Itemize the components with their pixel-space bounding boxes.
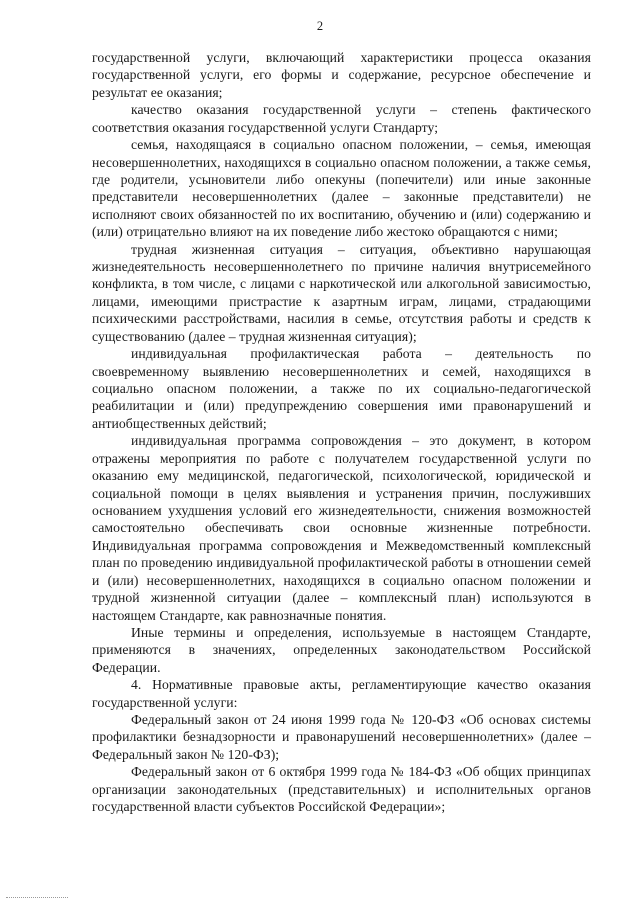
paragraph-family-at-risk-definition: семья, находящаяся в социально опасном положении, – семья, имеющая несовершеннолетних, находящихся в социально опасном положении, а также семья, где родители, усыновители либо опекуны (попечители) или иные законные представители несовершеннолетних (далее – законные представители) не исполняют своих обязанностей по их воспитанию, обучению и (или) содержанию и (или) отрицательно влияют на их поведение либо жестоко обращаются с ними; [92, 137, 591, 240]
paragraph-other-terms: Иные термины и определения, используемые в настоящем Стандарте, применяются в значениях, определенных законодательством Российской Федерации. [92, 624, 591, 675]
paragraph-difficult-life-situation-definition: трудная жизненная ситуация – ситуация, объективно нарушающая жизнедеятельность несовершеннолетнего по причине наличия внутрисемейного конфликта, в том числе, с лицами с наркотической или алкогольной зависимостью, лицами, имеющими пристрастие к азартным играм, лицами, страдающими психическими расстройствами, насилия в семье, отсутствия работы и средств к существованию (далее – трудная жизненная ситуация); [92, 241, 591, 344]
paragraph-individual-support-program-definition: индивидуальная программа сопровождения – это документ, в котором отражены мероприятия по работе с получателем государственной услуги по оказанию ему медицинской, педагогической, психологической, юридической и социальной помощи в целях выявления и устранения причин, послуживших основанием ухудшения условий его жизнедеятельности, снижения возможностей самостоятельно обеспечивать свои основные жизненные потребности. Индивидуальная программа сопровождения и Межведомственный комплексный план по проведению индивидуальной профилактической работы в отношении семей и (или) несовершеннолетних, находящихся в социально опасном положении и трудной жизненной ситуации (далее – комплексный план) используются в настоящем Стандарте, как равнозначные понятия. [92, 433, 591, 623]
paragraph-individual-preventive-work-definition: индивидуальная профилактическая работа – деятельность по своевременному выявлению несовершеннолетних и семей, находящихся в социально опасном положении, а также по их социально-педагогической реабилитации и (или) предупреждению совершения ими правонарушений и антиобщественных действий; [92, 346, 591, 431]
document-body [92, 49, 591, 816]
paragraph-service-quality-definition: качество оказания государственной услуги – степень фактического соответствия оказания государственной услуги Стандарту; [92, 102, 591, 135]
paragraph-federal-law-120: Федеральный закон от 24 июня 1999 года № 120-ФЗ «Об основах системы профилактики безнадзорности и правонарушений несовершеннолетних» (далее – Федеральный закон № 120-ФЗ); [92, 712, 591, 762]
footer-dotted-line [6, 897, 68, 898]
paragraph-service-standard-continuation: государственной услуги, включающий характеристики процесса оказания государственной услуги, его формы и содержание, ресурсное обеспечение и результат ее оказания; [92, 50, 591, 100]
paragraph-federal-law-184: Федеральный закон от 6 октября 1999 года № 184-ФЗ «Об общих принципах организации законодательных (представительных) и исполнительных органов государственной власти субъектов Российской Федерации»; [92, 764, 591, 815]
paragraph-section-4-heading: 4. Нормативные правовые акты, регламентирующие качество оказания государственной услуги: [92, 677, 591, 710]
page-number: 2 [316, 19, 324, 33]
